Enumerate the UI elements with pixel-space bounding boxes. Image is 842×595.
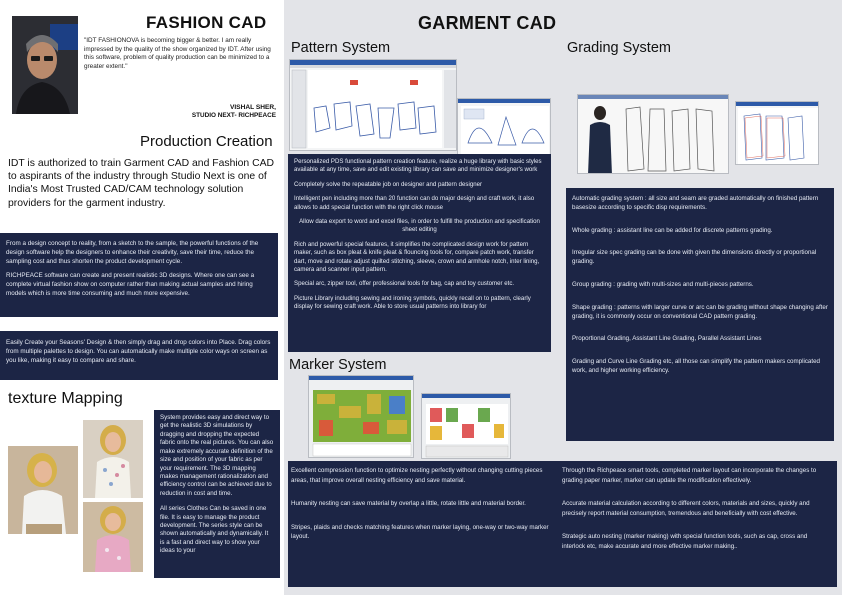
marker-right-column — [562, 466, 828, 558]
testimonial-name: VISHAL SHER, — [229, 104, 276, 111]
marker-software-screenshot-2 — [421, 393, 511, 459]
pattern-feature-text: Completely solve the repeatable job on designer and pattern designer — [294, 180, 483, 188]
pattern-feature-text: Picture Library including sewing and ironing symbols, quickly recall on to pattern, clearly display for sewing craft work. Able to store usual patterns into library for — [294, 294, 531, 311]
testimonial-org: STUDIO NEXT- RICHPEACE — [191, 112, 276, 119]
texture-mapping-text: System provides easy and direct way to get the realistic 3D simulations by dragging and dropping the expected fabric onto the real pictures. You can also make extremely accurate definition of the size and position of your fabric as per your requirement. The 3D mapping makes management rationalization and efficiency control can be achieved due to reduction in cost and time. — [160, 414, 274, 497]
pattern-system-box — [288, 154, 551, 352]
texture-mapping-title: texture Mapping — [8, 390, 123, 407]
texture-mapping-box — [154, 410, 280, 578]
color-info-box — [0, 331, 278, 380]
model-photo-large — [8, 446, 78, 534]
marker-system-box — [288, 461, 837, 587]
design-info-text: RICHPEACE software can create and present realistic 3D designs. Where one can see a complete virtual fashion show on computer rather than making actual samples and hiring models which is more time consuming and much more expensive. — [6, 272, 255, 298]
grading-software-screenshot — [735, 101, 819, 165]
grading-model-screenshot — [577, 94, 729, 174]
garment-cad-title: GARMENT CAD — [418, 13, 557, 33]
grading-feature-text: Automatic grading system : all size and seam are graded automatically on finished pattern basesize according to specific disp requirements. — [572, 195, 819, 211]
grading-feature-text: Group grading : grading with multi-sizes and multi-pieces patterns. — [572, 280, 754, 288]
marker-feature-text: Humanity nesting can save material by overlap a little, rotate little and material border. — [291, 500, 526, 508]
model-photo-pink — [83, 502, 143, 572]
intro-paragraph: IDT is authorized to train Garment CAD and Fashion CAD to aspirants of the industry through Studio Next is one of India's Most Trusted CAD/CAM technology solution providers for the garment industry. — [8, 158, 275, 209]
testimonial-quote: "IDT FASHIONOVA is becoming bigger & better. I am really impressed by the quality of the show organized by IDT. After using this software, problem of quality production can be minimized to a greater extent." — [84, 37, 271, 70]
texture-mapping-text: All series Clothes Can be saved in one file. It is easy to manage the product development. The series style can be shown automatically and dynamically. It is a fast and direct way to show your ideas to your — [160, 505, 269, 555]
marker-feature-text: Accurate material calculation according to different colors, materials and sizes, quickly and precisely report material consumption, tremendous and beneficially with cost effective. — [562, 500, 810, 517]
grading-feature-text: Whole grading : assistant line can be added for discrete patterns grading. — [572, 226, 773, 234]
fashion-cad-title: FASHION CAD — [146, 13, 267, 32]
marker-feature-text: Stripes, plaids and checks matching features when marker laying, one-way or two-way marker layout. — [291, 523, 549, 541]
marker-feature-text: Excellent compression function to optimize nesting perfectly without changing cutting pieces areas, that improve overall nesting efficiency and save material. — [291, 467, 543, 484]
marker-software-screenshot — [308, 375, 414, 458]
marker-left-column — [291, 466, 553, 548]
grading-feature-text: Irregular size spec grading can be done with given the dimensions directly or proportional grading. — [572, 249, 817, 266]
pattern-feature-text: Allow data export to word and excel files, in order to fulfill the production and specification sheet editing — [299, 218, 540, 234]
marker-system-title: Marker System — [289, 357, 387, 373]
production-creation-title: Production Creation — [140, 133, 273, 150]
grading-system-box — [566, 188, 834, 441]
grading-feature-text: Shape grading : patterns with larger curve or arc can be grading without shape changing after grading, it is commonly occur on conventional CAD pattern grading. — [572, 303, 828, 320]
model-photo-floral — [83, 420, 143, 498]
pattern-system-title: Pattern System — [291, 40, 391, 56]
color-info-text: Easily Create your Seasons' Design & then simply drag and drop colors into Place. Drag colors from multiple palettes to design. You can automatically make multiple color ways on screen as you like, making it easy to compare and share. — [6, 339, 271, 364]
pattern-software-screenshot — [289, 59, 457, 151]
pattern-feature-text: Intelligent pen including more than 20 function can do major design and craft work, it also allows to add special function with the right click mouse — [294, 195, 535, 211]
design-info-box — [0, 233, 278, 317]
grading-system-title: Grading System — [567, 40, 671, 56]
pattern-feature-text: Rich and powerful special features, it simplifies the complicated design work for pattern maker, such as box pleat & knife pleat & flouncing tools for, compare patch work, transfer dart, move and rotate adjust quilted stitching, sleeve, crown and armhole notch, inter lining, camera and scanner input pattern. — [294, 240, 540, 274]
portrait-photo — [12, 16, 78, 114]
pattern-software-screenshot-2 — [457, 98, 551, 156]
grading-feature-text: Grading and Curve Line Grading etc, all those can simplify the pattern makers complicated work, and higher working efficiency. — [572, 358, 820, 374]
grading-feature-text: Proportional Grading, Assistant Line Grading, Parallel Assistant Lines — [572, 335, 762, 343]
pattern-feature-text: Personalized PDS functional pattern creation feature, realize a huge library with basic styles available at any time, save and edit existing library can save and minimize designer's work — [294, 158, 542, 174]
marker-feature-text: Through the Richpeace smart tools, completed marker layout can incorporate the changes to grading paper marker, marker can update the modification effectively. — [562, 467, 817, 484]
marker-feature-text: Strategic auto nesting (marker making) with special function tools, such as cap, cross and interlock etc, make accurate and more effective marker making.. — [562, 533, 808, 551]
pattern-feature-text: Special arc, zipper tool, offer professional tools for bag, cap and toy customer etc. — [294, 280, 515, 288]
design-info-text: From a design concept to reality, from a sketch to the sample, the powerful functions of the design software help the designers to enhance their creativity, save their time, reduce the sampling cost and thus shorten the product development cycle. — [6, 240, 259, 265]
